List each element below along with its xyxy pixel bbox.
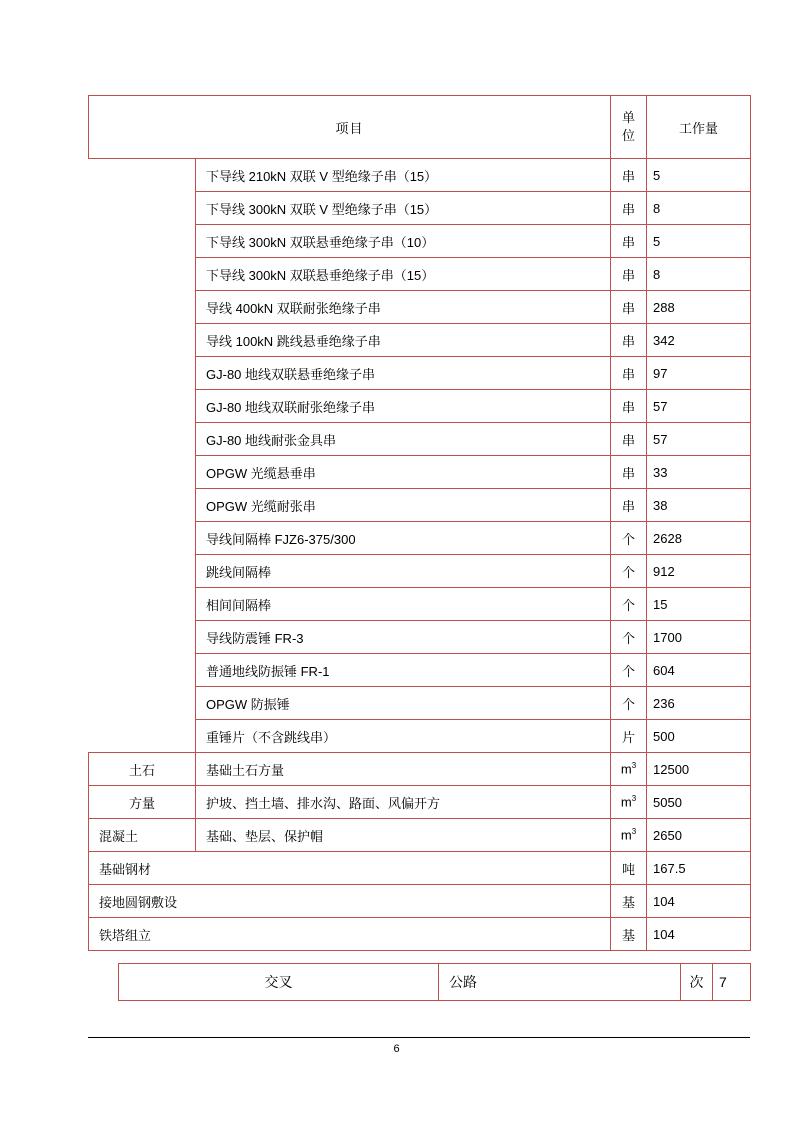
row-item-label: 下导线 300kN 双联 V 型绝缘子串（15）: [196, 192, 611, 225]
row-unit: 吨: [611, 852, 647, 885]
insulator-category-blank: [89, 159, 196, 753]
row-quantity: 57: [647, 423, 751, 456]
row-unit: 个: [611, 555, 647, 588]
row-quantity: 5050: [647, 786, 751, 819]
table-row: [89, 159, 751, 192]
category-earthwork-line1: 土石: [89, 753, 196, 786]
row-item-label: 护坡、挡土墙、排水沟、路面、风偏开方: [196, 786, 611, 819]
header-quantity: 工作量: [647, 96, 751, 159]
header-unit-char2: 位: [622, 128, 636, 143]
row-unit: 串: [611, 324, 647, 357]
row-item-label: 普通地线防振锤 FR-1: [196, 654, 611, 687]
row-quantity: 236: [647, 687, 751, 720]
row-quantity: 5: [647, 225, 751, 258]
row-item-label: 重锤片（不含跳线串）: [196, 720, 611, 753]
row-unit: 串: [611, 357, 647, 390]
table-row-crossing: [119, 964, 751, 1001]
row-item-label: 下导线 300kN 双联悬垂绝缘子串（15）: [196, 258, 611, 291]
row-unit-base: m: [620, 794, 632, 810]
row-item-label: 基础钢材: [89, 852, 611, 885]
table-row-earthwork-1: [89, 753, 751, 786]
row-quantity: 38: [647, 489, 751, 522]
row-unit: 个: [611, 588, 647, 621]
row-unit: 串: [611, 456, 647, 489]
row-quantity: 5: [647, 159, 751, 192]
work-quantity-table: [88, 95, 751, 951]
row-unit: 串: [611, 489, 647, 522]
row-unit: 个: [611, 687, 647, 720]
table-row-span: [89, 885, 751, 918]
row-unit: 串: [611, 258, 647, 291]
row-item-label: GJ-80 地线双联耐张绝缘子串: [196, 390, 611, 423]
row-item-label: GJ-80 地线双联悬垂绝缘子串: [196, 357, 611, 390]
table-row-earthwork-2: [89, 786, 751, 819]
crossing-label: 交叉: [119, 964, 439, 1001]
row-item-label: OPGW 防振锤: [196, 687, 611, 720]
row-quantity: 97: [647, 357, 751, 390]
crossing-table-container: [118, 963, 750, 1001]
row-unit-sup: 3: [631, 761, 637, 771]
row-unit: 串: [611, 159, 647, 192]
crossing-unit: 次: [681, 964, 713, 1001]
row-quantity: 104: [647, 918, 751, 951]
crossing-quantity: 7: [713, 964, 751, 1001]
row-unit: 串: [611, 225, 647, 258]
row-item-label: 下导线 210kN 双联 V 型绝缘子串（15）: [196, 159, 611, 192]
row-item-label: OPGW 光缆悬垂串: [196, 456, 611, 489]
page-number: 6: [393, 1043, 400, 1055]
row-unit: 串: [611, 291, 647, 324]
row-quantity: 12500: [647, 753, 751, 786]
row-unit: 个: [611, 654, 647, 687]
row-unit-sup: 3: [631, 794, 637, 804]
work-quantity-table-container: [88, 95, 750, 951]
row-quantity: 167.5: [647, 852, 751, 885]
row-unit: 个: [611, 621, 647, 654]
row-quantity: 1700: [647, 621, 751, 654]
table-header-row: [89, 96, 751, 159]
row-quantity: 342: [647, 324, 751, 357]
row-unit: [611, 786, 647, 819]
row-quantity: 33: [647, 456, 751, 489]
row-item-label: 导线 400kN 双联耐张绝缘子串: [196, 291, 611, 324]
table-row-span: [89, 852, 751, 885]
row-quantity: 2650: [647, 819, 751, 852]
footer-divider: [88, 1037, 750, 1038]
row-item-label: 基础、垫层、保护帽: [196, 819, 611, 852]
row-quantity: 57: [647, 390, 751, 423]
table-row-span: [89, 918, 751, 951]
row-unit-base: m: [620, 761, 632, 777]
crossing-type: 公路: [439, 964, 681, 1001]
row-unit: 基: [611, 918, 647, 951]
row-item-label: 导线间隔棒 FJZ6-375/300: [196, 522, 611, 555]
row-item-label: OPGW 光缆耐张串: [196, 489, 611, 522]
row-item-label: 接地圆钢敷设: [89, 885, 611, 918]
row-item-label: 下导线 300kN 双联悬垂绝缘子串（10）: [196, 225, 611, 258]
category-concrete: 混凝土: [89, 819, 196, 852]
row-unit: [611, 753, 647, 786]
row-unit-base: m: [620, 827, 632, 843]
header-unit-char1: 单: [622, 110, 636, 126]
row-unit: 串: [611, 423, 647, 456]
row-item-label: 基础土石方量: [196, 753, 611, 786]
row-item-label: GJ-80 地线耐张金具串: [196, 423, 611, 456]
row-quantity: 288: [647, 291, 751, 324]
row-unit: 串: [611, 390, 647, 423]
row-item-label: 跳线间隔棒: [196, 555, 611, 588]
row-quantity: 8: [647, 258, 751, 291]
row-item-label: 导线防震锤 FR-3: [196, 621, 611, 654]
row-quantity: 912: [647, 555, 751, 588]
row-quantity: 104: [647, 885, 751, 918]
row-item-label: 相间间隔棒: [196, 588, 611, 621]
category-earthwork-line2: 方量: [89, 786, 196, 819]
crossing-table: [118, 963, 751, 1001]
row-unit: [611, 819, 647, 852]
header-item: 项目: [89, 96, 611, 159]
row-quantity: 500: [647, 720, 751, 753]
row-unit: 个: [611, 522, 647, 555]
row-item-label: 导线 100kN 跳线悬垂绝缘子串: [196, 324, 611, 357]
row-unit-sup: 3: [631, 827, 637, 837]
row-quantity: 604: [647, 654, 751, 687]
row-unit: 基: [611, 885, 647, 918]
row-quantity: 2628: [647, 522, 751, 555]
row-quantity: 8: [647, 192, 751, 225]
row-item-label: 铁塔组立: [89, 918, 611, 951]
table-row-concrete: [89, 819, 751, 852]
row-unit: 片: [611, 720, 647, 753]
header-unit: [611, 96, 647, 159]
row-quantity: 15: [647, 588, 751, 621]
row-unit: 串: [611, 192, 647, 225]
